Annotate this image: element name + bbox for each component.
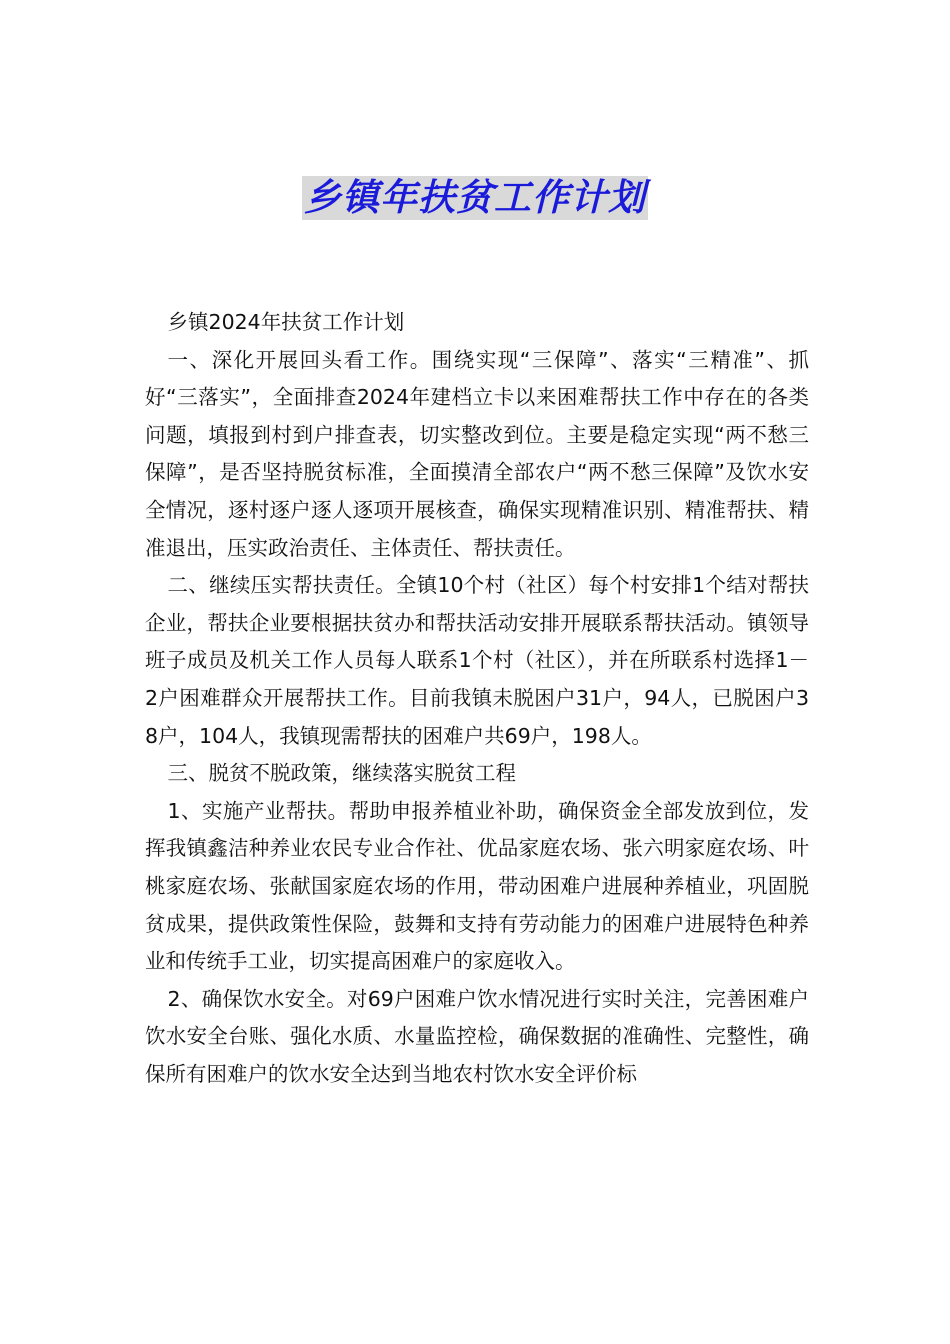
paragraph-item-1: 1、实施产业帮扶。帮助申报养植业补助，确保资金全部发放到位，发挥我镇鑫洁种养业农民专业合作社、优品家庭农场、张六明家庭农场、叶桃家庭农场、张献国家庭农场的作用，带动困难户进展种养植业，巩固脱贫成果，提供政策性保险，鼓舞和支持有劳动能力的困难户进展特色种养业和传统手工业，切实提高困难户的家庭收入。: [145, 798, 809, 974]
document-title: 乡镇年扶贫工作计划: [304, 176, 646, 219]
paragraph-item-2: 2、确保饮水安全。对69户困难户饮水情况进行实时关注，完善困难户饮水安全台账、强化水质、水量监控检，确保数据的准确性、完整性，确保所有困难户的饮水安全达到当地农村饮水安全评价标: [145, 986, 809, 1086]
document-body: [145, 304, 809, 1093]
paragraph-section-2: 二、继续压实帮扶责任。全镇10个村（社区）每个村安排1个结对帮扶企业，帮扶企业要根据扶贫办和帮扶活动安排开展联系帮扶活动。镇领导班子成员及机关工作人员每人联系1个村（社区），并在所联系村选择1－2户困难群众开展帮扶工作。目前我镇未脱困户31户，94人，已脱困户38户，104人，我镇现需帮扶的困难户共69户，198人。: [145, 573, 809, 748]
paragraph-section-3-heading: 三、脱贫不脱政策，继续落实脱贫工程: [167, 761, 517, 786]
paragraph-subtitle: 乡镇2024年扶贫工作计划: [167, 310, 405, 334]
title-container: [0, 176, 950, 220]
paragraph-section-1: 一、深化开展回头看工作。围绕实现“三保障”、落实“三精准”、抓好“三落实”，全面排查2024年建档立卡以来困难帮扶工作中存在的各类问题，填报到村到户排查表，切实整改到位。主要是稳定实现“两不愁三保障”，是否坚持脱贫标准，全面摸清全部农户“两不愁三保障”及饮水安全情况，逐村逐户逐人逐项开展核查，确保实现精准识别、精准帮扶、精准退出，压实政治责任、主体责任、帮扶责任。: [145, 347, 809, 560]
